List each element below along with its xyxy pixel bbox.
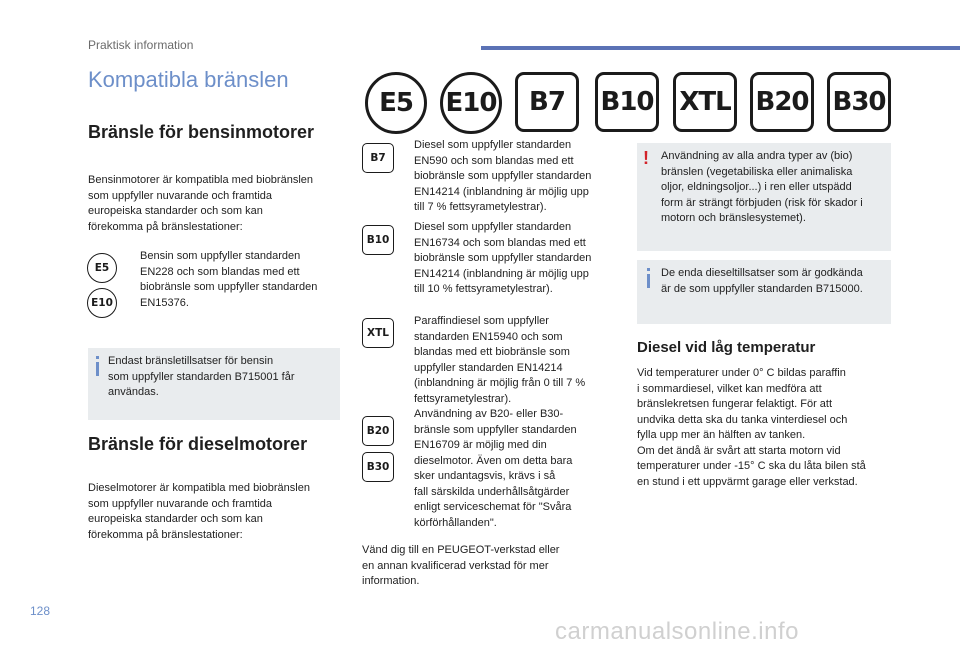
warning-icon: ! — [643, 148, 649, 168]
diesel-intro: Dieselmotorer är kompatibla med biobränslen som uppfyller nuvarande och framtida europeiska standarder och som kan förekomma på bränslestationer: — [88, 482, 310, 541]
low-temp-heading: Diesel vid låg temperatur — [637, 339, 816, 356]
diesel-heading: Bränsle för dieselmotorer — [88, 434, 308, 454]
fuel-badge-e5: E5 — [365, 72, 427, 134]
badge-xtl: XTL — [362, 318, 394, 348]
fuel-badge-xtl: XTL — [673, 72, 737, 132]
petrol-heading: Bränsle för bensinmotorer — [88, 122, 315, 142]
badge-b20: B20 — [362, 416, 394, 446]
spec-b10-text: Diesel som uppfyller standarden EN16734 och som blandas med ett biobränsle som uppfyller standarden EN14214 (inblandning är möjlig upp till 10 % fettsyrametylestrar). — [414, 221, 592, 295]
badge-b30: B30 — [362, 452, 394, 482]
badge-b7: B7 — [362, 143, 394, 173]
workshop-text: Vänd dig till en PEUGEOT-verkstad eller en annan kvalificerad verkstad för mer information. — [362, 544, 560, 587]
badge-e5: E5 — [87, 253, 117, 283]
diesel-info-note: De enda dieseltillsatser som är godkända är de som uppfyller standarden B715000. — [637, 260, 891, 324]
watermark: carmanualsonline.info — [555, 618, 799, 645]
info-icon — [647, 274, 650, 288]
fuel-badge-b10: B10 — [595, 72, 659, 132]
header-accent-bar — [481, 46, 960, 50]
low-temp-text: Vid temperaturer under 0° C bildas paraffin i sommardiesel, vilket kan medföra att bränslekretsen fungerar felaktigt. För att undvika detta ska du tanka vinterdiesel och fylla upp mer än hälften av tanken. Om det ändå är svårt att starta motorn vid temperaturer under -15° C ska du låta bilen stå en stund i ett uppvärmt garage eller verkstad. — [637, 367, 866, 488]
fuel-badge-e10: E10 — [440, 72, 502, 134]
spec-b20-b30-text: Användning av B20- eller B30- bränsle som uppfyller standarden EN16709 är möjlig med din dieselmotor. Även om detta bara sker undantagsvis, krävs i så fall särskilda underhållsåtgärder enligt serviceschemat för "Svåra körförhållanden". — [414, 408, 577, 529]
petrol-info-note: Endast bränsletillsatser för bensin som uppfyller standarden B715001 får användas. — [88, 348, 340, 420]
petrol-intro: Bensinmotorer är kompatibla med biobränslen som uppfyller nuvarande och framtida europeiska standarder och som kan förekomma på bränslestationer: — [88, 174, 314, 233]
section-label: Praktisk information — [88, 38, 194, 52]
spec-xtl-text: Paraffindiesel som uppfyller standarden EN15940 och som blandas med ett biobränsle som uppfyller standarden EN14214 (inblandning är möjlig från 0 till 7 % fettsyrametylestrar). — [414, 315, 586, 405]
fuel-badge-b20: B20 — [750, 72, 814, 132]
fuel-badge-b30: B30 — [827, 72, 891, 132]
spec-b7-text: Diesel som uppfyller standarden EN590 och som blandas med ett biobränsle som uppfyller standarden EN14214 (inblandning är möjlig upp till 7 % fettsyrametylestrar). — [414, 139, 592, 213]
badge-b10: B10 — [362, 225, 394, 255]
petrol-spec-text: Bensin som uppfyller standarden EN228 och som blandas med ett biobränsle som uppfyller standarden EN15376. — [140, 250, 318, 309]
page-title: Kompatibla bränslen — [88, 67, 289, 92]
badge-e10: E10 — [87, 288, 117, 318]
fuel-badge-b7: B7 — [515, 72, 579, 132]
warning-note: ! Användning av alla andra typer av (bio) bränslen (vegetabiliska eller animaliska oljor, eldningsoljor...) i ren eller utspädd form är strängt förbjuden (risk för skador i motorn och bränslesystemet). — [637, 143, 891, 251]
info-icon — [96, 362, 99, 376]
page-number: 128 — [30, 604, 51, 618]
